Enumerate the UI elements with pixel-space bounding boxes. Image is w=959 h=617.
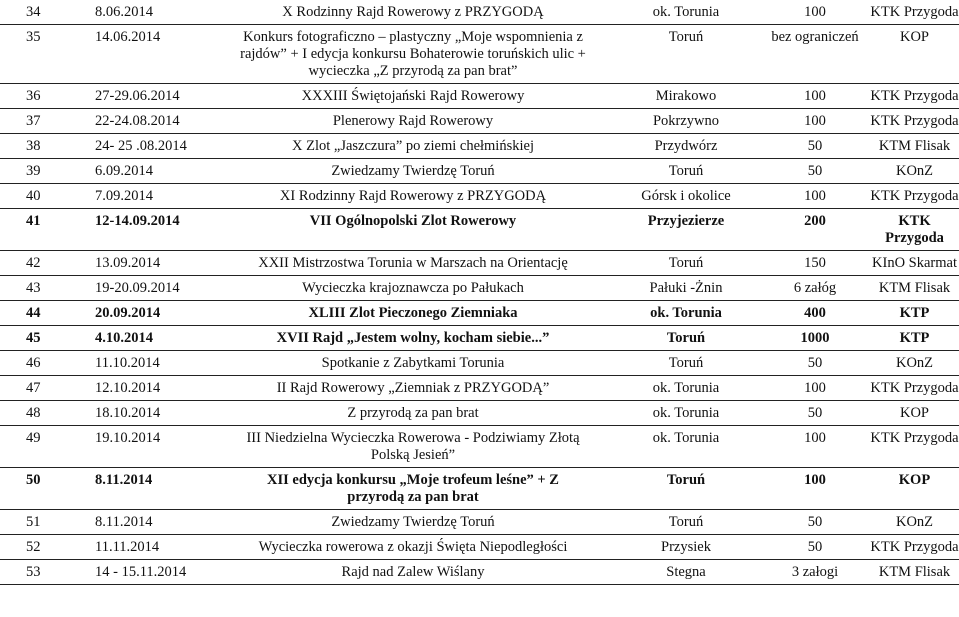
row-place: ok. Torunia xyxy=(612,401,760,426)
row-date: 8.11.2014 xyxy=(80,468,214,510)
row-participants: 50 xyxy=(760,159,870,184)
row-place: Przysiek xyxy=(612,535,760,560)
row-place: Toruń xyxy=(612,251,760,276)
row-number: 35 xyxy=(0,25,80,84)
row-place: Przydwórz xyxy=(612,134,760,159)
row-date: 7.09.2014 xyxy=(80,184,214,209)
row-organizer: KTK Przygoda xyxy=(870,184,959,209)
table-row xyxy=(0,251,959,276)
row-event-name: II Rajd Rowerowy „Ziemniak z PRZYGODĄ” xyxy=(214,376,612,401)
row-event-name: Plenerowy Rajd Rowerowy xyxy=(214,109,612,134)
row-event-name: X Zlot „Jaszczura” po ziemi chełmińskiej xyxy=(214,134,612,159)
row-participants: 50 xyxy=(760,351,870,376)
table-row xyxy=(0,351,959,376)
row-organizer: KTM Flisak xyxy=(870,276,959,301)
row-organizer: KOP xyxy=(870,25,959,84)
row-organizer: KInO Skarmat xyxy=(870,251,959,276)
row-number: 43 xyxy=(0,276,80,301)
row-date: 8.06.2014 xyxy=(80,0,214,25)
row-date: 20.09.2014 xyxy=(80,301,214,326)
row-place: Toruń xyxy=(612,326,760,351)
row-organizer: KTK Przygoda xyxy=(870,426,959,468)
row-organizer: KOnZ xyxy=(870,159,959,184)
row-event-name: Wycieczka krajoznawcza po Pałukach xyxy=(214,276,612,301)
row-participants: 3 załogi xyxy=(760,560,870,585)
row-place: Toruń xyxy=(612,159,760,184)
row-number: 46 xyxy=(0,351,80,376)
row-date: 27-29.06.2014 xyxy=(80,84,214,109)
table-row xyxy=(0,276,959,301)
row-event-name: VII Ogólnopolski Zlot Rowerowy xyxy=(214,209,612,251)
row-organizer: KTK Przygoda xyxy=(870,84,959,109)
table-row xyxy=(0,535,959,560)
row-event-name: XVII Rajd „Jestem wolny, kocham siebie...” xyxy=(214,326,612,351)
table-row xyxy=(0,301,959,326)
row-organizer xyxy=(870,209,959,251)
row-date: 4.10.2014 xyxy=(80,326,214,351)
row-organizer-text: KTK Przygoda xyxy=(885,213,944,246)
table-row xyxy=(0,25,959,84)
row-participants: 100 xyxy=(760,109,870,134)
row-date: 22-24.08.2014 xyxy=(80,109,214,134)
row-event-name: XXXIII Świętojański Rajd Rowerowy xyxy=(214,84,612,109)
row-participants: 50 xyxy=(760,535,870,560)
row-organizer: KOnZ xyxy=(870,510,959,535)
row-date: 19.10.2014 xyxy=(80,426,214,468)
row-place: Stegna xyxy=(612,560,760,585)
row-event-name: Rajd nad Zalew Wiślany xyxy=(214,560,612,585)
row-place: ok. Torunia xyxy=(612,376,760,401)
row-place: ok. Torunia xyxy=(612,426,760,468)
row-place: Toruń xyxy=(612,468,760,510)
row-participants: 150 xyxy=(760,251,870,276)
table-row xyxy=(0,326,959,351)
row-place: Mirakowo xyxy=(612,84,760,109)
table-row xyxy=(0,109,959,134)
row-event-name: X Rodzinny Rajd Rowerowy z PRZYGODĄ xyxy=(214,0,612,25)
table-row xyxy=(0,209,959,251)
row-organizer: KOP xyxy=(870,401,959,426)
row-place: ok. Torunia xyxy=(612,0,760,25)
row-number: 49 xyxy=(0,426,80,468)
row-date: 12.10.2014 xyxy=(80,376,214,401)
row-organizer: KTK Przygoda xyxy=(870,109,959,134)
row-participants: 100 xyxy=(760,84,870,109)
row-number: 34 xyxy=(0,0,80,25)
row-number: 37 xyxy=(0,109,80,134)
row-date: 18.10.2014 xyxy=(80,401,214,426)
table-row xyxy=(0,510,959,535)
row-participants: 100 xyxy=(760,376,870,401)
row-number: 44 xyxy=(0,301,80,326)
row-place: Przyjezierze xyxy=(612,209,760,251)
row-participants: 6 załóg xyxy=(760,276,870,301)
row-date: 14.06.2014 xyxy=(80,25,214,84)
table-row xyxy=(0,468,959,510)
row-date: 13.09.2014 xyxy=(80,251,214,276)
row-organizer: KTK Przygoda xyxy=(870,376,959,401)
row-participants: 50 xyxy=(760,134,870,159)
row-date: 11.11.2014 xyxy=(80,535,214,560)
table-row xyxy=(0,134,959,159)
row-place: ok. Torunia xyxy=(612,301,760,326)
row-organizer: KTK Przygoda xyxy=(870,535,959,560)
table-row xyxy=(0,159,959,184)
row-participants: 200 xyxy=(760,209,870,251)
row-event-name xyxy=(214,25,612,84)
row-event-name: Wycieczka rowerowa z okazji Święta Niepodległości xyxy=(214,535,612,560)
row-number: 39 xyxy=(0,159,80,184)
row-place: Pokrzywno xyxy=(612,109,760,134)
table-row xyxy=(0,560,959,585)
table-row xyxy=(0,84,959,109)
row-organizer: KOP xyxy=(870,468,959,510)
row-number: 38 xyxy=(0,134,80,159)
row-event-name: Zwiedzamy Twierdzę Toruń xyxy=(214,510,612,535)
row-event-name: Z przyrodą za pan brat xyxy=(214,401,612,426)
row-number: 47 xyxy=(0,376,80,401)
row-number: 51 xyxy=(0,510,80,535)
row-participants: 100 xyxy=(760,426,870,468)
row-date: 12-14.09.2014 xyxy=(80,209,214,251)
row-event-name xyxy=(214,426,612,468)
row-participants: 100 xyxy=(760,184,870,209)
row-event-name: XI Rodzinny Rajd Rowerowy z PRZYGODĄ xyxy=(214,184,612,209)
row-place: Toruń xyxy=(612,351,760,376)
row-organizer: KTM Flisak xyxy=(870,560,959,585)
row-date: 14 - 15.11.2014 xyxy=(80,560,214,585)
row-date: 6.09.2014 xyxy=(80,159,214,184)
row-number: 52 xyxy=(0,535,80,560)
row-number: 42 xyxy=(0,251,80,276)
row-organizer: KTP xyxy=(870,326,959,351)
row-place: Toruń xyxy=(612,510,760,535)
row-event-name-text: Konkurs fotograficzno – plastyczny „Moje wspomnienia z rajdów” + I edycja konkursu Bohaterowie toruńskich ulic + wycieczka „Z przyrodą za pan brat” xyxy=(240,29,586,79)
row-event-name: XXII Mistrzostwa Torunia w Marszach na Orientację xyxy=(214,251,612,276)
row-number: 50 xyxy=(0,468,80,510)
row-date: 11.10.2014 xyxy=(80,351,214,376)
row-event-name: Spotkanie z Zabytkami Torunia xyxy=(214,351,612,376)
row-participants: 100 xyxy=(760,468,870,510)
row-number: 53 xyxy=(0,560,80,585)
row-event-name: Zwiedzamy Twierdzę Toruń xyxy=(214,159,612,184)
row-participants: 400 xyxy=(760,301,870,326)
row-participants: 1000 xyxy=(760,326,870,351)
table-row xyxy=(0,401,959,426)
row-place: Pałuki -Żnin xyxy=(612,276,760,301)
row-date: 8.11.2014 xyxy=(80,510,214,535)
table-row xyxy=(0,0,959,25)
row-event-name-text: XII edycja konkursu „Moje trofeum leśne” + Z przyrodą za pan brat xyxy=(267,472,559,505)
row-participants: 100 xyxy=(760,0,870,25)
table-row xyxy=(0,426,959,468)
row-organizer: KTM Flisak xyxy=(870,134,959,159)
row-date: 19-20.09.2014 xyxy=(80,276,214,301)
row-number: 40 xyxy=(0,184,80,209)
row-participants: 50 xyxy=(760,510,870,535)
row-event-name: XLIII Zlot Pieczonego Ziemniaka xyxy=(214,301,612,326)
table-row xyxy=(0,376,959,401)
row-number: 36 xyxy=(0,84,80,109)
row-event-name-text: III Niedzielna Wycieczka Rowerowa - Podziwiamy Złotą Polską Jesień” xyxy=(246,430,580,463)
row-date: 24- 25 .08.2014 xyxy=(80,134,214,159)
row-participants: bez ograniczeń xyxy=(760,25,870,84)
row-number: 41 xyxy=(0,209,80,251)
row-place: Górsk i okolice xyxy=(612,184,760,209)
row-participants: 50 xyxy=(760,401,870,426)
table-row xyxy=(0,184,959,209)
row-number: 45 xyxy=(0,326,80,351)
row-event-name xyxy=(214,468,612,510)
row-organizer: KTK Przygoda xyxy=(870,0,959,25)
row-place: Toruń xyxy=(612,25,760,84)
row-organizer: KOnZ xyxy=(870,351,959,376)
row-number: 48 xyxy=(0,401,80,426)
row-organizer: KTP xyxy=(870,301,959,326)
